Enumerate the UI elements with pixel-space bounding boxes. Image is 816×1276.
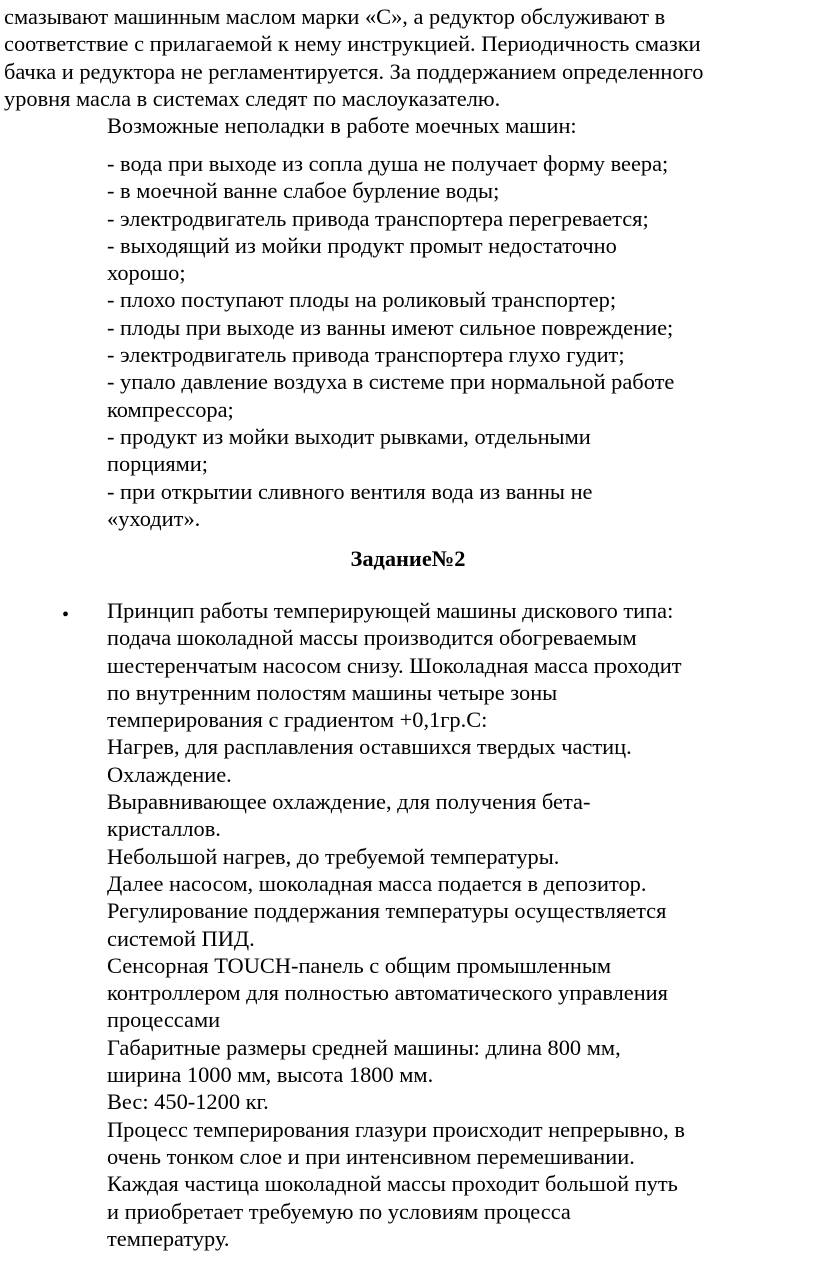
text-line: по внутренним полостям машины четыре зоны — [107, 679, 558, 705]
text-line: Принцип работы темперирующей машины дискового типа: — [107, 598, 674, 623]
text-line: Процесс темперирования глазури происходит непрерывно, в — [107, 1116, 685, 1142]
text-line: контроллером для полностью автоматического управления — [107, 980, 668, 1006]
text-line: - при открытии сливного вентиля вода из ванны не — [107, 478, 593, 504]
bullet-icon: • — [62, 604, 70, 626]
text-line: ширина 1000 мм, высота 1800 мм. — [107, 1062, 434, 1088]
list-item — [107, 423, 747, 478]
text-line: бачка и редуктора не регламентируется. За поддержанием определенного — [4, 58, 704, 84]
faults-list — [107, 150, 747, 532]
text-line: Каждая частица шоколадной массы проходит большой путь — [107, 1171, 678, 1197]
text-line: темперирования с градиентом +0,1гр.С: — [107, 707, 488, 733]
task-title: Задание№2 — [350, 546, 466, 571]
text-line: - в моечной ванне слабое бурление воды; — [107, 178, 500, 204]
text-line: и приобретает требуемую по условиям процесса — [107, 1198, 571, 1224]
text-line: компрессора; — [107, 396, 234, 422]
list-item — [107, 368, 747, 423]
text-line: шестеренчатым насосом снизу. Шоколадная масса проходит — [107, 652, 682, 678]
text-line: температуру. — [107, 1225, 230, 1251]
text-line: соответствие с прилагаемой к нему инструкцией. Периодичность смазки — [4, 31, 701, 57]
list-item — [107, 341, 747, 368]
list-item — [107, 150, 747, 177]
text-line: Нагрев, для расплавления оставшихся твердых частиц. — [107, 734, 632, 760]
list-item — [107, 286, 747, 313]
text-line: очень тонком слое и при интенсивном перемешивании. — [107, 1143, 635, 1169]
list-item — [107, 314, 747, 341]
text-line: хорошо; — [107, 260, 186, 286]
text-line: кристаллов. — [107, 816, 221, 842]
text-line: - плохо поступают плоды на роликовый транспортер; — [107, 287, 617, 313]
list-item — [107, 478, 747, 533]
text-line: подача шоколадной массы производится обогреваемым — [107, 625, 637, 651]
text-line: - выходящий из мойки продукт промыт недостаточно — [107, 232, 617, 258]
text-line: - электродвигатель привода транспортера глухо гудит; — [107, 342, 625, 368]
intro-paragraph — [4, 3, 804, 112]
list-item — [107, 177, 747, 204]
text-line: процессами — [107, 1007, 221, 1033]
text-line: - электродвигатель привода транспортера перегревается; — [107, 205, 649, 231]
text-line: - продукт из мойки выходит рывками, отдельными — [107, 423, 591, 449]
text-line: «уходит». — [107, 505, 201, 531]
text-line: Выравнивающее охлаждение, для получения бета- — [107, 789, 591, 815]
text-line: - упало давление воздуха в системе при нормальной работе — [107, 369, 675, 395]
task-description — [107, 597, 767, 1252]
text-line: уровня масла в системах следят по маслоуказателю. — [4, 85, 501, 111]
text-line: Далее насосом, шоколадная масса подается в депозитор. — [107, 870, 647, 896]
text-line: Габаритные размеры средней машины: длина 800 мм, — [107, 1034, 621, 1060]
text-line: Сенсорная TOUCH-панель с общим промышленным — [107, 952, 612, 978]
faults-heading: Возможные неполадки в работе моечных машин: — [107, 113, 577, 138]
text-line: Вес: 450-1200 кг. — [107, 1089, 269, 1115]
text-line: - вода при выходе из сопла душа не получает форму веера; — [107, 151, 669, 176]
text-line: системой ПИД. — [107, 925, 255, 951]
text-line: Небольшой нагрев, до требуемой температуры. — [107, 843, 560, 869]
list-item — [107, 232, 747, 287]
text-line: Регулирование поддержания температуры осуществляется — [107, 898, 667, 924]
text-line: Охлаждение. — [107, 761, 232, 787]
text-line: - плоды при выходе из ванны имеют сильное повреждение; — [107, 314, 674, 340]
list-item — [107, 205, 747, 232]
text-line: смазывают машинным маслом марки «С», а редуктор обслуживают в — [4, 4, 666, 29]
text-line: порциями; — [107, 451, 209, 477]
